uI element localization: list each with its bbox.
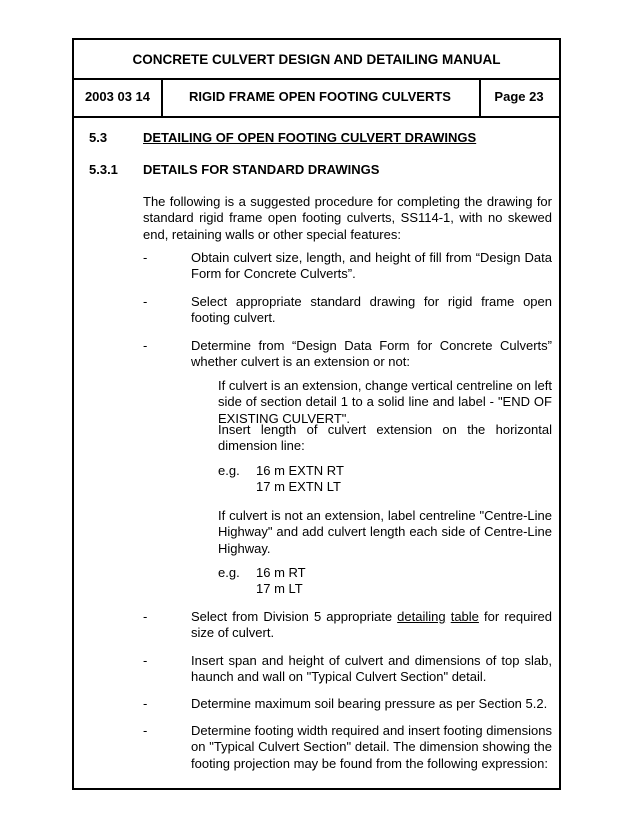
bullet-dash: - <box>143 250 148 265</box>
step-text: Select from Division 5 appropriate <box>191 609 398 624</box>
step-text: for required size of culvert. <box>191 609 552 641</box>
table-link: table <box>450 609 479 624</box>
bullet-dash: - <box>143 609 148 624</box>
bullet-dash: - <box>143 294 148 309</box>
header-row <box>74 78 559 118</box>
section-number: 5.3 <box>89 130 108 145</box>
section-heading: DETAILING OF OPEN FOOTING CULVERT DRAWINGS <box>143 130 477 145</box>
bullet-dash: - <box>143 338 148 353</box>
example-line: 16 m RT <box>256 565 306 580</box>
document-date: 2003 03 14 <box>74 78 163 116</box>
eg-label: e.g. <box>218 565 240 580</box>
step-determine-extension: Determine from “Design Data Form for Concrete Culverts” whether culvert is an extension or not: <box>191 338 552 370</box>
non-extension-paragraph: If culvert is not an extension, label centreline "Centre-Line Highway" and add culvert length each side of Centre-Line Highway. <box>218 508 552 556</box>
example-line: 16 m EXTN RT <box>256 463 344 478</box>
extension-paragraph: If culvert is an extension, change vertical centreline on left side of section detail 1 to a solid line and label - "END OF EXISTING CULVERT". <box>218 378 552 426</box>
step-soil-pressure: Determine maximum soil bearing pressure as per Section 5.2. <box>191 696 548 711</box>
detailing-link: detailing <box>397 609 446 624</box>
step-footing-width: Determine footing width required and insert footing dimensions on "Typical Culvert Section" detail. The dimension showing the footing projection may be found from the following expression: <box>191 723 552 771</box>
step-insert-span: Insert span and height of culvert and dimensions of top slab, haunch and wall on "Typical Culvert Section" detail. <box>191 653 552 685</box>
bullet-dash: - <box>143 696 148 711</box>
bullet-dash: - <box>143 723 148 738</box>
extension-insert-paragraph: Insert length of culvert extension on the horizontal dimension line: <box>218 422 552 454</box>
step-select-drawing: Select appropriate standard drawing for rigid frame open footing culvert. <box>191 294 552 326</box>
eg-label: e.g. <box>218 463 240 478</box>
intro-paragraph: The following is a suggested procedure for completing the drawing for standard rigid frame open footing culverts, SS114-1, with no skewed end, retaining walls or other special features: <box>143 194 552 242</box>
page-number: Page 23 <box>494 89 544 104</box>
manual-title: CONCRETE CULVERT DESIGN AND DETAILING MANUAL <box>74 40 559 80</box>
bullet-dash: - <box>143 653 148 668</box>
subsection-heading: DETAILS FOR STANDARD DRAWINGS <box>143 162 380 177</box>
step-select-table <box>191 609 552 642</box>
example-line: 17 m EXTN LT <box>256 479 342 494</box>
example-line: 17 m LT <box>256 581 303 596</box>
subsection-number: 5.3.1 <box>89 162 118 177</box>
step-obtain: Obtain culvert size, length, and height of fill from “Design Data Form for Concrete Culverts”. <box>191 250 552 282</box>
chapter-title: RIGID FRAME OPEN FOOTING CULVERTS <box>161 78 481 116</box>
